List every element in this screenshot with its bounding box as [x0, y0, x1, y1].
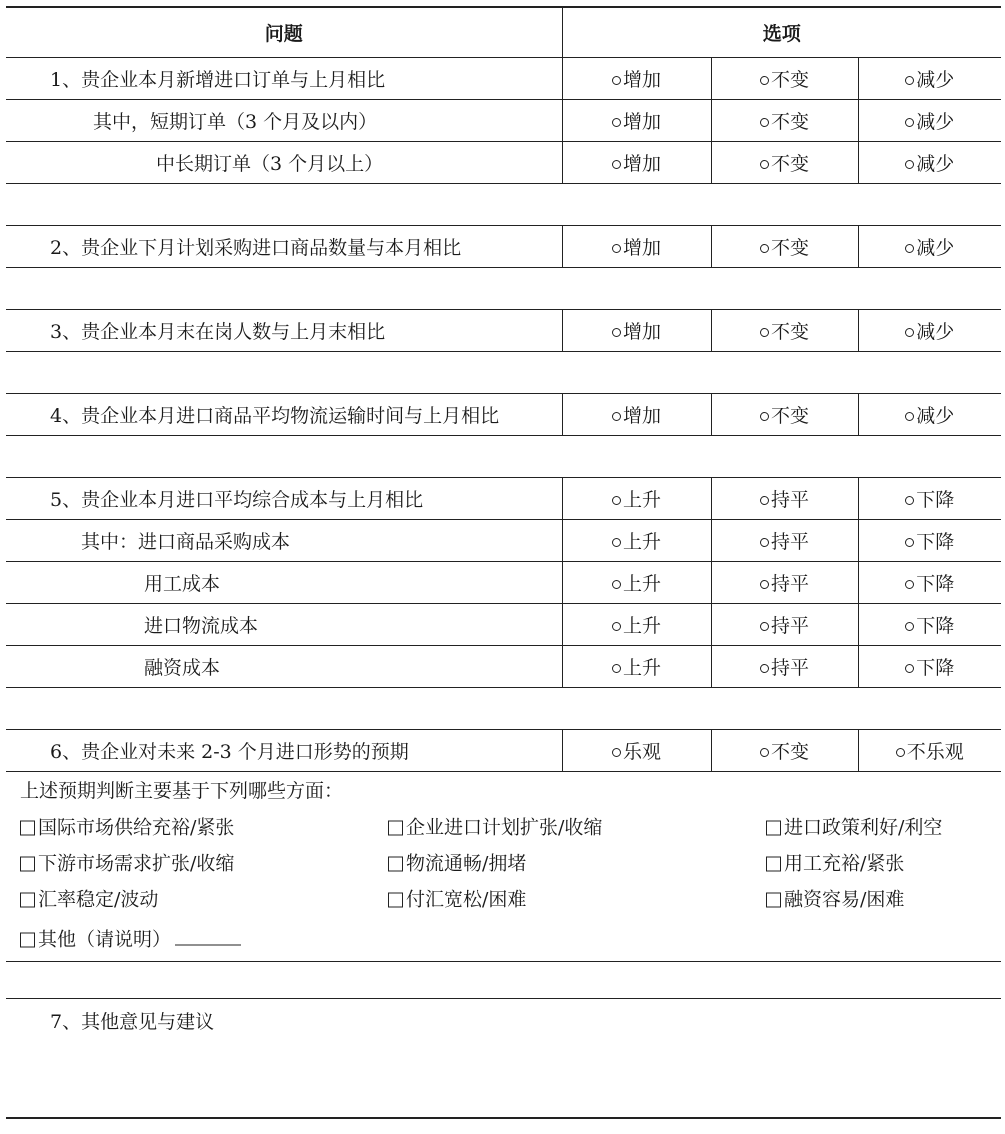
- radio-icon: [760, 664, 769, 673]
- q6-basis-checkbox[interactable]: 物流通畅/拥堵: [388, 849, 526, 876]
- radio-icon: [905, 412, 914, 421]
- radio-icon: [760, 580, 769, 589]
- radio-icon: [905, 622, 914, 631]
- radio-icon: [760, 160, 769, 169]
- checkbox-icon: [388, 893, 403, 908]
- q6-basis-checkbox[interactable]: 汇率稳定/波动: [20, 885, 158, 912]
- q4-label: 4、贵企业本月进口商品平均物流运输时间与上月相比: [6, 393, 562, 435]
- radio-icon: [760, 412, 769, 421]
- q5-label: 5、贵企业本月进口平均综合成本与上月相比: [6, 477, 562, 519]
- q5-sub4-option-3[interactable]: 下降: [858, 645, 1001, 687]
- q1-option-1[interactable]: 增加: [562, 57, 711, 99]
- q5-sub3-option-2[interactable]: 持平: [711, 603, 858, 645]
- q5-option-2[interactable]: 持平: [711, 477, 858, 519]
- radio-icon: [612, 664, 621, 673]
- checkbox-icon: [20, 893, 35, 908]
- radio-icon: [612, 76, 621, 85]
- q1-sub2-option-3[interactable]: 减少: [858, 141, 1001, 183]
- other-blank-field[interactable]: [175, 929, 241, 946]
- radio-icon: [905, 580, 914, 589]
- q3-label: 3、贵企业本月末在岗人数与上月末相比: [6, 309, 562, 351]
- spacer-row: [6, 351, 1001, 393]
- radio-icon: [612, 748, 621, 757]
- q3-option-2[interactable]: 不变: [711, 309, 858, 351]
- q5-sub3-option-1[interactable]: 上升: [562, 603, 711, 645]
- q5-sub3-option-3[interactable]: 下降: [858, 603, 1001, 645]
- q1-sub2-option-1[interactable]: 增加: [562, 141, 711, 183]
- q5-sub2-option-3[interactable]: 下降: [858, 561, 1001, 603]
- radio-icon: [612, 328, 621, 337]
- q7-suggestions-area[interactable]: [6, 998, 1001, 1118]
- q2-option-1[interactable]: 增加: [562, 225, 711, 267]
- q1-option-3[interactable]: 减少: [858, 57, 1001, 99]
- checkbox-icon: [20, 857, 35, 872]
- radio-icon: [760, 622, 769, 631]
- q1-label: 1、贵企业本月新增进口订单与上月相比: [6, 57, 562, 99]
- q6-basis-row-other: [6, 916, 1001, 961]
- q5-sub1-option-3[interactable]: 下降: [858, 519, 1001, 561]
- q1-sub1-option-3[interactable]: 减少: [858, 99, 1001, 141]
- q6-basis-checkbox[interactable]: 付汇宽松/困难: [388, 885, 526, 912]
- q6-option-3[interactable]: 不乐观: [858, 729, 1001, 771]
- q6-option-2[interactable]: 不变: [711, 729, 858, 771]
- q6-basis-lead: 上述预期判断主要基于下列哪些方面：: [20, 780, 344, 803]
- q4-option-3[interactable]: 减少: [858, 393, 1001, 435]
- q6-basis-checkbox[interactable]: 国际市场供给充裕/紧张: [20, 813, 234, 840]
- q6-basis-row-3: [6, 880, 1001, 916]
- checkbox-icon: [388, 821, 403, 836]
- radio-icon: [760, 538, 769, 547]
- q1-sub2-option-2[interactable]: 不变: [711, 141, 858, 183]
- q5-sub1-option-1[interactable]: 上升: [562, 519, 711, 561]
- checkbox-icon: [388, 857, 403, 872]
- q4-option-2[interactable]: 不变: [711, 393, 858, 435]
- spacer-row: [6, 435, 1001, 477]
- q6-basis-row-1: [6, 808, 1001, 844]
- radio-icon: [612, 622, 621, 631]
- radio-icon: [905, 76, 914, 85]
- q3-option-3[interactable]: 减少: [858, 309, 1001, 351]
- radio-icon: [760, 496, 769, 505]
- spacer-row: [6, 183, 1001, 225]
- radio-icon: [760, 118, 769, 127]
- radio-icon: [760, 328, 769, 337]
- q5-sub4-label: 融资成本: [6, 645, 562, 687]
- radio-icon: [905, 496, 914, 505]
- radio-icon: [612, 118, 621, 127]
- radio-icon: [905, 118, 914, 127]
- spacer-row: [6, 961, 1001, 998]
- spacer-row: [6, 267, 1001, 309]
- q6-basis-checkbox[interactable]: 进口政策利好/利空: [766, 813, 942, 840]
- q5-sub2-option-2[interactable]: 持平: [711, 561, 858, 603]
- radio-icon: [612, 580, 621, 589]
- radio-icon: [905, 328, 914, 337]
- q7-label: 7、其他意见与建议: [50, 1010, 215, 1033]
- q6-basis-checkbox[interactable]: 用工充裕/紧张: [766, 849, 904, 876]
- checkbox-icon: [20, 933, 35, 948]
- q1-sub2-label: 中长期订单（3 个月以上）: [6, 141, 562, 183]
- q5-option-1[interactable]: 上升: [562, 477, 711, 519]
- q5-option-3[interactable]: 下降: [858, 477, 1001, 519]
- q1-sub1-option-1[interactable]: 增加: [562, 99, 711, 141]
- radio-icon: [905, 538, 914, 547]
- q1-sub1-option-2[interactable]: 不变: [711, 99, 858, 141]
- q6-basis-checkbox[interactable]: 企业进口计划扩张/收缩: [388, 813, 602, 840]
- survey-table: [6, 6, 1001, 1119]
- q5-sub2-option-1[interactable]: 上升: [562, 561, 711, 603]
- radio-icon: [905, 664, 914, 673]
- radio-icon: [612, 538, 621, 547]
- radio-icon: [905, 244, 914, 253]
- radio-icon: [612, 412, 621, 421]
- q3-option-1[interactable]: 增加: [562, 309, 711, 351]
- radio-icon: [612, 244, 621, 253]
- q5-sub3-label: 进口物流成本: [6, 603, 562, 645]
- radio-icon: [612, 496, 621, 505]
- header-options: 选项: [562, 7, 1001, 57]
- radio-icon: [760, 244, 769, 253]
- q2-option-3[interactable]: 减少: [858, 225, 1001, 267]
- q6-basis-row-2: [6, 844, 1001, 880]
- q5-sub1-option-2[interactable]: 持平: [711, 519, 858, 561]
- radio-icon: [760, 76, 769, 85]
- q6-label: 6、贵企业对未来 2-3 个月进口形势的预期: [6, 729, 562, 771]
- q5-sub2-label: 用工成本: [6, 561, 562, 603]
- checkbox-icon: [766, 821, 781, 836]
- radio-icon: [760, 748, 769, 757]
- checkbox-icon: [766, 893, 781, 908]
- checkbox-icon: [20, 821, 35, 836]
- q6-basis-checkbox[interactable]: 下游市场需求扩张/收缩: [20, 849, 234, 876]
- checkbox-icon: [766, 857, 781, 872]
- q6-option-1[interactable]: 乐观: [562, 729, 711, 771]
- q2-option-2[interactable]: 不变: [711, 225, 858, 267]
- q5-sub4-option-1[interactable]: 上升: [562, 645, 711, 687]
- radio-icon: [896, 748, 905, 757]
- radio-icon: [905, 160, 914, 169]
- q5-sub4-option-2[interactable]: 持平: [711, 645, 858, 687]
- q1-sub1-label: 其中，短期订单（3 个月及以内）: [6, 99, 562, 141]
- q4-option-1[interactable]: 增加: [562, 393, 711, 435]
- q6-basis-other-checkbox[interactable]: 其他（请说明）: [20, 925, 241, 952]
- spacer-row: [6, 687, 1001, 729]
- q2-label: 2、贵企业下月计划采购进口商品数量与本月相比: [6, 225, 562, 267]
- q1-option-2[interactable]: 不变: [711, 57, 858, 99]
- q6-basis-checkbox[interactable]: 融资容易/困难: [766, 885, 904, 912]
- q5-sub1-label: 其中：进口商品采购成本: [6, 519, 562, 561]
- header-question: 问题: [6, 7, 562, 57]
- radio-icon: [612, 160, 621, 169]
